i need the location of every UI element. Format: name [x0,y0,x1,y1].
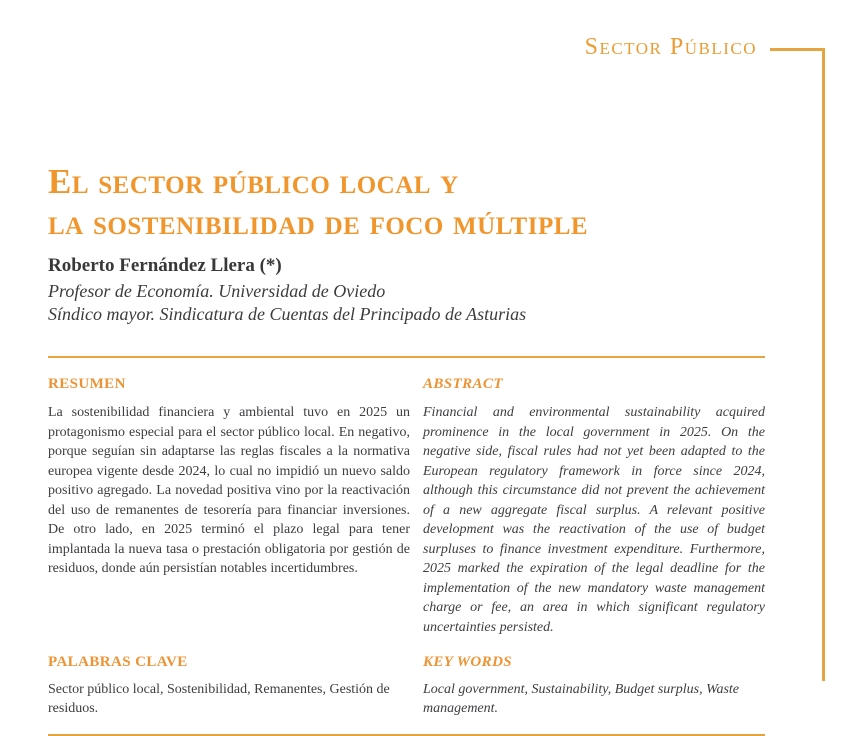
resumen-heading: RESUMEN [48,376,126,392]
key-words-text: Local government, Sustainability, Budget surplus, Waste management. [423,682,740,716]
palabras-clave-heading: PALABRAS CLAVE [48,654,188,670]
abstract-heading: ABSTRACT [423,376,503,392]
resumen-text: La sostenibilidad financiera y ambiental tuvo en 2025 un protagonismo especial para el sector público local. En negativo, porque seguían sin adaptarse las reglas fiscales a la normativa europea vigente desde 2024, lo cual no impidió un nuevo saldo positivo agregado. La novedad positiva vino por la reactivación del uso de remanentes de tesorería para financiar inversiones. De otro lado, en 2025 terminó el plazo legal para tener implantada la nueva tasa o prestación obligatoria por gestión de residuos, donde aún persistían notables incertidumbres. [48,405,410,576]
author-affiliation-1: Profesor de Economía. Universidad de Oviedo [48,281,386,301]
key-words-column [423,654,765,718]
abstract-column [423,376,765,637]
section-label: Sector Público [584,34,757,60]
abstract-section [48,356,765,736]
abstract-text: Financial and environmental sustainability acquired prominence in the local government in 2025. On the negative side, fiscal rules had not yet been adapted to the European regulatory framework in force since 2024, although this circumstance did not prevent the achievement of a new aggregate fiscal surplus. A relevant positive development was the reactivation of the use of budget surpluses to finance investment expenditure. Furthermore, 2025 marked the expiration of the legal deadline for the implementation of the new mandatory waste management charge or fee, an area in which significant regulatory uncertainties persisted. [423,405,765,635]
author-block [48,254,526,326]
key-words-heading: KEY WORDS [423,654,513,670]
article-title [48,161,588,243]
corner-vertical-rule [822,48,825,681]
corner-horizontal-rule [770,48,825,51]
title-line-1: El sector público local y [48,162,459,201]
keywords-columns [48,654,765,718]
title-line-2: la sostenibilidad de foco múltiple [48,203,589,242]
palabras-clave-text: Sector público local, Sostenibilidad, Remanentes, Gestión de residuos. [48,682,390,716]
resumen-column [48,376,410,637]
divider-top [48,356,765,358]
palabras-clave-column [48,654,410,718]
author-name: Roberto Fernández Llera (*) [48,255,282,276]
author-affiliation-2: Síndico mayor. Sindicatura de Cuentas del Principado de Asturias [48,304,527,324]
abstract-columns [48,376,765,637]
